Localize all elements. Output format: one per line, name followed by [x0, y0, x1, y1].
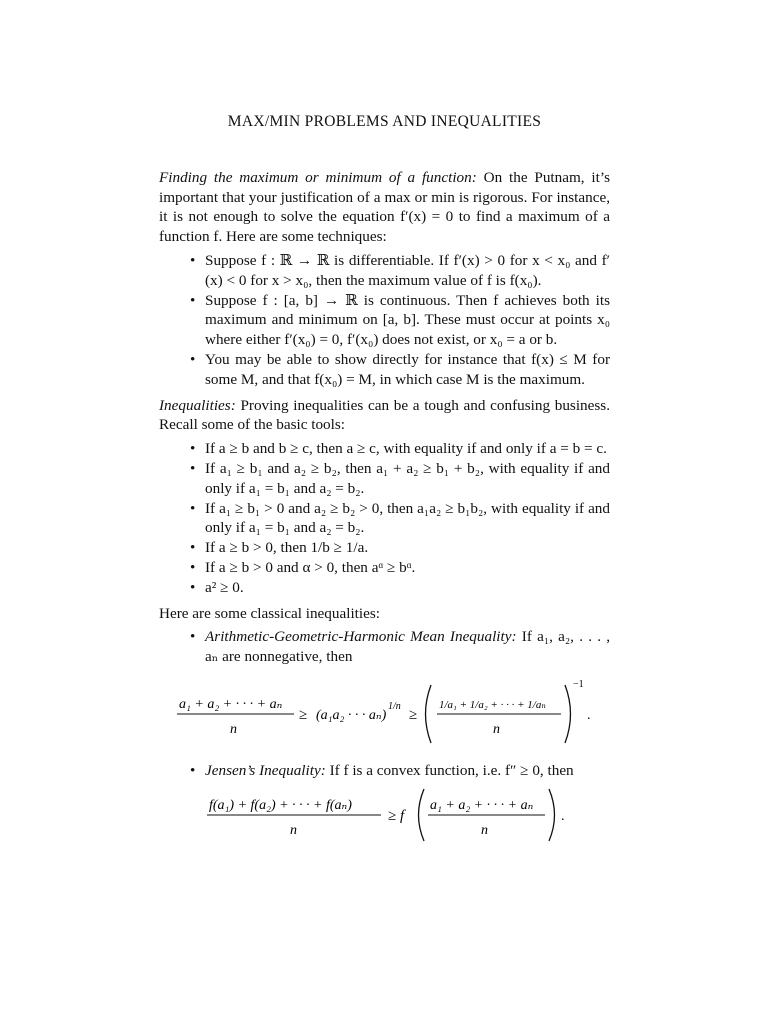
- equation-geq-f: ≥ f: [388, 807, 405, 824]
- equation-exponent: −1: [573, 678, 584, 690]
- paragraph-classical: Here are some classical inequalities:: [159, 604, 380, 622]
- equation-geometric-mean: (a₁a₂ · · · aₙ): [316, 707, 387, 723]
- equation-numerator: a₁ + a₂ + · · · + aₙ: [179, 696, 283, 712]
- bullet-icon: •: [190, 499, 196, 517]
- paragraph-lead: Finding the maximum or minimum of a function:: [159, 168, 477, 186]
- paragraph-text: On the Putnam, it’s important that your justification of a max or min is rigorous. For instance, it is not enough to solve the equation f′(x) = 0 to find a maximum of a function f. Here are some techniques:: [159, 168, 610, 246]
- equation-period: .: [587, 707, 591, 723]
- equation-exponent: 1/n: [388, 700, 401, 712]
- equation-period: .: [561, 808, 565, 824]
- list-item-text: If a ≥ b and b ≥ c, then a ≥ c, with equality if and only if a = b = c.: [205, 440, 607, 458]
- list-item: [190, 578, 610, 598]
- page-title: MAX/MIN PROBLEMS AND INEQUALITIES: [227, 113, 542, 130]
- paragraph-max-min: [159, 168, 610, 247]
- bullet-icon: •: [190, 628, 196, 646]
- list-item: [190, 251, 610, 291]
- paragraph-inequalities: [159, 396, 610, 436]
- theorem-name: Jensen’s Inequality:: [205, 761, 326, 779]
- bullet-icon: •: [190, 459, 196, 477]
- list-item-text: If a₁ ≥ b₁ and a₂ ≥ b₂, then a₁ + a₂ ≥ b₁ + b₂, with equality if and only if a₁ = b₁ and a₂ = b₂.: [205, 459, 610, 497]
- document-body: [159, 112, 610, 867]
- bullet-icon: •: [190, 539, 196, 557]
- list-item: [190, 538, 610, 558]
- equation-inner-numerator: a₁ + a₂ + · · · + aₙ: [430, 797, 534, 813]
- equation-denominator: n: [290, 822, 297, 838]
- bullet-icon: •: [190, 761, 196, 779]
- list-item: [190, 459, 610, 499]
- list-item-text: If a ≥ b > 0 and α > 0, then aᵅ ≥ bᵅ.: [205, 558, 416, 576]
- bullet-icon: •: [190, 558, 196, 576]
- bullet-icon: •: [190, 291, 196, 309]
- list-item-text: If a₁ ≥ b₁ > 0 and a₂ ≥ b₂ > 0, then a₁a₂ ≥ b₁b₂, with equality if and only if a₁ = b₁ and a₂ = b₂.: [205, 499, 610, 537]
- bullet-icon: •: [190, 440, 196, 458]
- equation-denominator: n: [493, 721, 500, 737]
- bullet-icon: •: [190, 578, 196, 596]
- classical-list: [159, 627, 610, 667]
- bullet-icon: •: [190, 251, 196, 269]
- left-paren-icon: [419, 789, 425, 841]
- amgm-equation: [159, 678, 610, 747]
- list-item-text: a² ≥ 0.: [205, 578, 244, 596]
- equation-geq: ≥: [409, 706, 418, 723]
- paragraph-text: Proving inequalities can be a tough and confusing business. Recall some of the basic tools:: [159, 396, 610, 434]
- amgm-equation-graphic: [159, 678, 610, 747]
- techniques-list: [159, 251, 610, 390]
- right-paren-icon: [549, 789, 555, 841]
- list-item: [190, 627, 611, 667]
- left-paren-icon: [426, 685, 432, 743]
- list-item-text: If f is a convex function, i.e. f″ ≥ 0, then: [325, 761, 574, 779]
- list-item-text: Suppose f : ℝ → ℝ is differentiable. If f′(x) > 0 for x < x₀ and f′(x) < 0 for x > x₀, then the maximum value of f is f(x₀).: [205, 251, 610, 289]
- list-item: [190, 291, 610, 350]
- equation-denominator: n: [481, 822, 488, 838]
- equation-numerator: f(a₁) + f(a₂) + · · · + f(aₙ): [209, 797, 352, 813]
- jensen-equation: [159, 787, 610, 853]
- equation-harmonic-numerator: 1/a₁ + 1/a₂ + · · · + 1/aₙ: [439, 698, 546, 711]
- list-item-text: Suppose f : [a, b] → ℝ is continuous. Then f achieves both its maximum and minimum on [a, b]. These must occur at points x₀ where either f′(x₀) = 0, f′(x₀) does not exist, or x₀ = a or b.: [205, 291, 610, 349]
- list-item: [190, 350, 610, 390]
- bullet-icon: •: [190, 350, 196, 368]
- right-paren-icon: [565, 685, 571, 743]
- theorem-name: Arithmetic-Geometric-Harmonic Mean Inequality:: [205, 628, 517, 646]
- classical-list-continued: [159, 761, 610, 781]
- list-item: [190, 761, 610, 781]
- equation-denominator: n: [230, 721, 237, 737]
- equation-geq: ≥: [299, 706, 308, 723]
- jensen-equation-graphic: [159, 787, 610, 853]
- list-item: [190, 439, 610, 459]
- list-item: [190, 558, 610, 578]
- list-item-text: If a₁, a₂, . . . , aₙ are nonnegative, then: [205, 628, 611, 666]
- list-item-text: If a ≥ b > 0, then 1/b ≥ 1/a.: [205, 539, 369, 557]
- paragraph-lead: Inequalities:: [159, 396, 236, 414]
- tools-list: [159, 439, 610, 597]
- list-item-text: You may be able to show directly for instance that f(x) ≤ M for some M, and that f(x₀) = M, in which case M is the maximum.: [205, 350, 610, 388]
- list-item: [190, 499, 610, 539]
